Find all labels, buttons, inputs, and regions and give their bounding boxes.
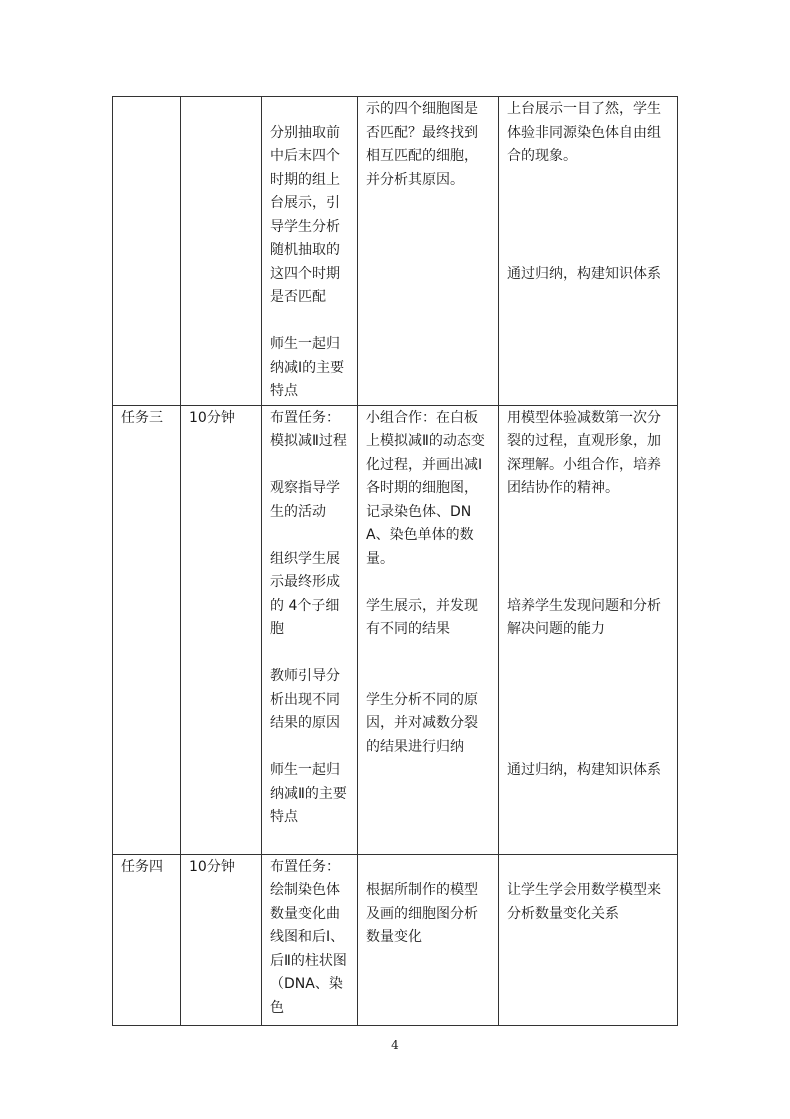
- time-cell: [181, 97, 262, 406]
- table-row: [113, 97, 678, 406]
- task-cell: 任务四: [113, 854, 181, 1025]
- lesson-plan-table: [112, 96, 678, 1026]
- task-cell: [113, 97, 181, 406]
- table-row: [113, 854, 678, 1025]
- teacher-activity-cell: 布置任务：绘制染色体数量变化曲线图和后Ⅰ、后Ⅱ的柱状图（DNA、染色: [262, 854, 358, 1025]
- design-intent-cell: 用模型体验减数第一次分裂的过程，直观形象，加深理解。小组合作，培养团结协作的精神。 培养学生发现问题和分析解决问题的能力 通过归纳，构建知识体系: [499, 405, 678, 854]
- page-number: 4: [391, 1038, 399, 1052]
- design-intent-cell: 上台展示一目了然，学生体验非同源染色体自由组合的现象。 通过归纳，构建知识体系: [499, 97, 678, 406]
- time-cell: 10分钟: [181, 405, 262, 854]
- teacher-activity-cell: 分别抽取前中后末四个时期的组上台展示，引导学生分析随机抽取的这四个时期是否匹配 师生一起归纳减Ⅰ的主要特点: [262, 97, 358, 406]
- time-cell: 10分钟: [181, 854, 262, 1025]
- student-activity-cell: 小组合作：在白板上模拟减Ⅱ的动态变化过程，并画出减Ⅰ各时期的细胞图，记录染色体、DNA、染色单体的数量。 学生展示，并发现有不同的结果 学生分析不同的原因，并对减数分裂的结果进行归纳: [358, 405, 499, 854]
- student-activity-cell: 示的四个细胞图是否匹配？最终找到相互匹配的细胞，并分析其原因。: [358, 97, 499, 406]
- task-cell: 任务三: [113, 405, 181, 854]
- student-activity-cell: 根据所制作的模型及画的细胞图分析数量变化: [358, 854, 499, 1025]
- teacher-activity-cell: 布置任务：模拟减Ⅱ过程 观察指导学生的活动 组织学生展示最终形成的 4个子细胞 教师引导分析出现不同结果的原因 师生一起归纳减Ⅱ的主要特点: [262, 405, 358, 854]
- design-intent-cell: 让学生学会用数学模型来分析数量变化关系: [499, 854, 678, 1025]
- table-row: [113, 405, 678, 854]
